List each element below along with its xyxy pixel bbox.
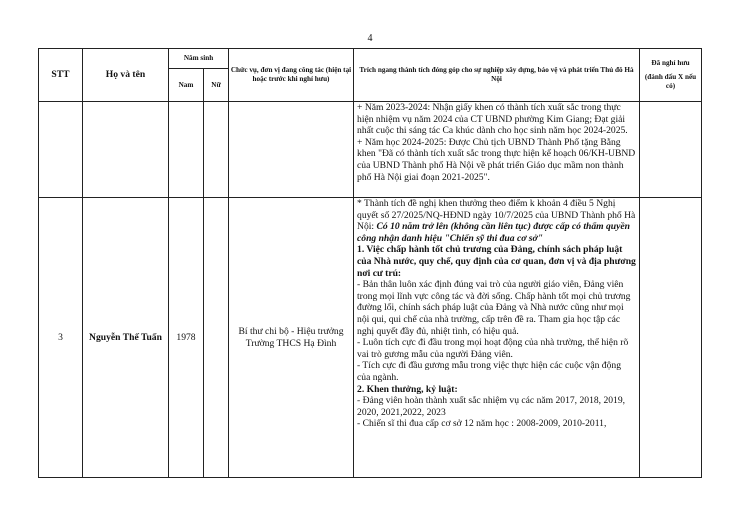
- section-title: 1. Việc chấp hành tốt chủ trương của Đảng, chính sách pháp luật của Nhà nước, quy chế, quy định của cơ quan, đơn vị và địa phương nơi cư trú:: [357, 244, 636, 279]
- cell-position: [229, 102, 354, 198]
- page-number: 4: [367, 33, 373, 44]
- section-item: - Luôn tích cực đi đầu trong mọi hoạt động của nhà trường, thể hiện rõ vai trò gương mẫu của người Đảng viên.: [357, 337, 629, 360]
- section-item: - Đảng viên hoàn thành xuất sắc nhiệm vụ các năm 2017, 2018, 2019, 2020, 2021,2022, 2023: [357, 395, 626, 418]
- cell-male: [169, 102, 204, 198]
- header-birth-year: Năm sinh: [169, 49, 229, 69]
- header-name: Họ và tên: [83, 49, 169, 102]
- header-retired-line2: (đánh dấu X nếu có): [644, 73, 697, 90]
- cell-achievements: [354, 198, 640, 478]
- cell-retired: [640, 102, 702, 198]
- section-title: 2. Khen thưởng, kỷ luật:: [357, 383, 458, 395]
- header-achievements: Trích ngang thành tích đóng góp cho sự nghiệp xây dựng, bảo vệ và phát triển Thủ đô Hà Nội: [354, 49, 640, 102]
- cell-retired: [640, 198, 702, 478]
- cell-stt: [39, 102, 83, 198]
- achievement-line: + Năm 2023-2024: Nhận giấy khen có thành tích xuất sắc trong thực hiện nhiệm vụ năm 2024 của CT UBND phường Kim Giang; Đạt giải nhất cuộc thi sáng tác Ca khúc dành cho học sinh năm học 2024-2025.: [357, 102, 628, 137]
- table-row: [39, 102, 702, 198]
- table-row: [39, 198, 702, 478]
- cell-position: Bí thư chi bộ - Hiệu trưởng Trường THCS Hạ Đình: [229, 198, 354, 478]
- achievement-intro: [357, 198, 636, 244]
- section-item: - Tích cực đi đầu gương mẫu trong việc thực hiện các cuộc vận động của ngành.: [357, 360, 621, 383]
- section-item: - Bản thân luôn xác định đúng vai trò của người giáo viên, Đảng viên trong mọi lĩnh vực công tác và đời sống. Chấp hành tốt mọi chủ trương đường lối, chính sách pháp luật của Đảng và Nhà nước cũng như mọi nội qui, qui chế của nhà trường, cấp trên đề ra. Tham gia học tập các nghị quyết đầy đủ, nhiệt tình, có hiệu quả.: [357, 279, 631, 337]
- cell-name: [83, 102, 169, 198]
- cell-achievements: [354, 102, 640, 198]
- cell-stt: 3: [39, 198, 83, 478]
- header-female: Nữ: [204, 69, 229, 102]
- header-row: [39, 49, 702, 69]
- header-position: Chức vụ, đơn vị đang công tác (hiện tại hoặc trước khi nghỉ hưu): [229, 49, 354, 102]
- nomination-table: [38, 48, 702, 478]
- header-retired-line1: Đã nghỉ hưu: [651, 59, 690, 67]
- criteria-text: Có 10 năm trở lên (không cần liên tục) được cấp có thẩm quyền công nhận danh hiệu "Chiến sỹ thi đua cơ sở": [357, 221, 630, 244]
- header-stt: STT: [39, 49, 83, 102]
- achievement-line: + Năm học 2024-2025: Được Chủ tịch UBND Thành Phố tặng Bằng khen "Đã có thành tích xuất sắc trong thực hiện kế hoạch 06/KH-UBND của UBND Thành phố Hà Nội về phát triển Giáo dục mầm non thành phố Hà Nội giai đoạn 2021-2025".: [357, 136, 636, 183]
- header-retired: [640, 49, 702, 102]
- cell-name: Nguyễn Thế Tuấn: [83, 198, 169, 478]
- section-item: - Chiến sĩ thi đua cấp cơ sở 12 năm học : 2008-2009, 2010-2011,: [357, 418, 607, 430]
- cell-female: [204, 102, 229, 198]
- cell-female: [204, 198, 229, 478]
- header-male: Nam: [169, 69, 204, 102]
- cell-male: 1978: [169, 198, 204, 478]
- intro-text: * Thành tích đề nghị khen thưởng theo điểm k khoản 4 điều 5 Nghị quyết số 27/2025/NQ-HĐND ngày 10/7/2025 của UBND Thành phố Hà Nội:: [357, 198, 636, 233]
